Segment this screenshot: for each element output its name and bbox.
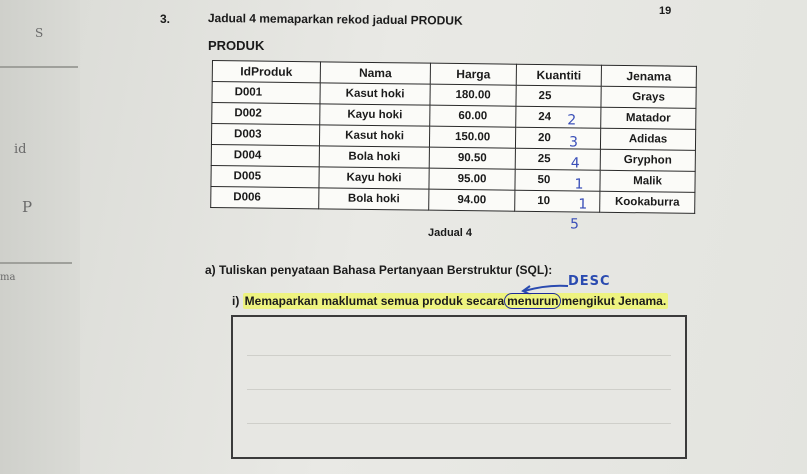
cell-kuantiti: 20 [515, 127, 600, 149]
cell-jenama: Adidas [600, 128, 695, 150]
cell-jenama: Malik [600, 170, 695, 192]
question-number: 3. [160, 12, 171, 26]
margin-note-p: P [22, 198, 33, 216]
cell-jenama: Kookaburra [600, 191, 695, 213]
table-label: Jadual 4 [428, 227, 473, 239]
header-jenama: Jenama [601, 65, 696, 87]
margin-rule [0, 66, 78, 68]
item-i-text [232, 291, 668, 311]
margin-note-s: S [35, 26, 44, 40]
cell-jenama: Matador [601, 107, 696, 129]
cell-nama: Kasut hoki [319, 125, 429, 147]
cell-kuantiti: 50 [515, 169, 600, 191]
cell-nama: Kayu hoki [320, 104, 430, 126]
question-text: Jadual 4 memaparkan rekod jadual PRODUK [207, 11, 463, 28]
answer-guide-line [247, 423, 671, 424]
cell-harga: 90.50 [429, 147, 515, 169]
cell-kuantiti: 10 [515, 190, 600, 212]
cell-idproduk: D004 [211, 144, 319, 166]
header-harga: Harga [430, 63, 516, 85]
cell-harga: 60.00 [430, 105, 516, 127]
cell-idproduk: D001 [212, 82, 320, 104]
cell-nama: Bola hoki [319, 188, 429, 210]
circled-word: menurun [504, 293, 561, 309]
item-i-highlight [243, 293, 669, 309]
cell-nama: Kasut hoki [320, 83, 430, 105]
handwritten-rank: 3 [568, 134, 579, 151]
header-idproduk: IdProduk [212, 61, 320, 83]
answer-guide-line [247, 389, 671, 390]
handwritten-rank: 1 [578, 196, 588, 213]
cell-kuantiti: 25 [516, 85, 601, 107]
item-i-prefix: i) [232, 294, 243, 308]
cell-harga: 95.00 [429, 168, 515, 190]
page-number: 19 [659, 5, 672, 17]
item-i-part2: maklumat semua produk secara [318, 294, 505, 308]
header-nama: Nama [320, 62, 430, 84]
cell-harga: 150.00 [429, 126, 515, 148]
cell-idproduk: D003 [211, 124, 319, 146]
margin-rule [0, 262, 72, 264]
item-i-part3: mengikut Jenama. [561, 294, 667, 308]
cell-idproduk: D002 [212, 103, 320, 125]
margin-note-ma: ma [0, 272, 16, 283]
margin-note-id: id [14, 142, 27, 157]
produk-table-wrapper [210, 60, 698, 236]
answer-box[interactable] [231, 315, 687, 459]
left-margin-page [0, 0, 80, 474]
cell-jenama: Gryphon [600, 149, 695, 171]
sub-question-a: a) Tuliskan penyataan Bahasa Pertanyaan Berstruktur (SQL): [205, 263, 553, 277]
table-caption: PRODUK [208, 38, 265, 53]
cell-jenama: Grays [601, 86, 696, 108]
cell-kuantiti: 24 [516, 106, 601, 128]
answer-guide-line [247, 355, 671, 356]
header-kuantiti: Kuantiti [516, 64, 601, 86]
cell-nama: Bola hoki [319, 146, 429, 168]
cell-harga: 94.00 [429, 189, 515, 211]
handwritten-rank: 1 [574, 176, 584, 193]
cell-harga: 180.00 [430, 84, 516, 106]
produk-table [210, 60, 697, 214]
handwritten-rank: 4 [570, 155, 580, 172]
handwritten-rank: 2 [567, 112, 577, 129]
cell-nama: Kayu hoki [319, 167, 429, 189]
cell-kuantiti: 25 [515, 148, 600, 170]
handwritten-rank: 5 [569, 216, 580, 233]
handwritten-desc: DESC [568, 274, 611, 289]
cell-idproduk: D005 [211, 165, 319, 187]
item-i-part1: Memaparkan [244, 294, 319, 308]
cell-idproduk: D006 [211, 186, 319, 208]
table-row [211, 186, 695, 213]
